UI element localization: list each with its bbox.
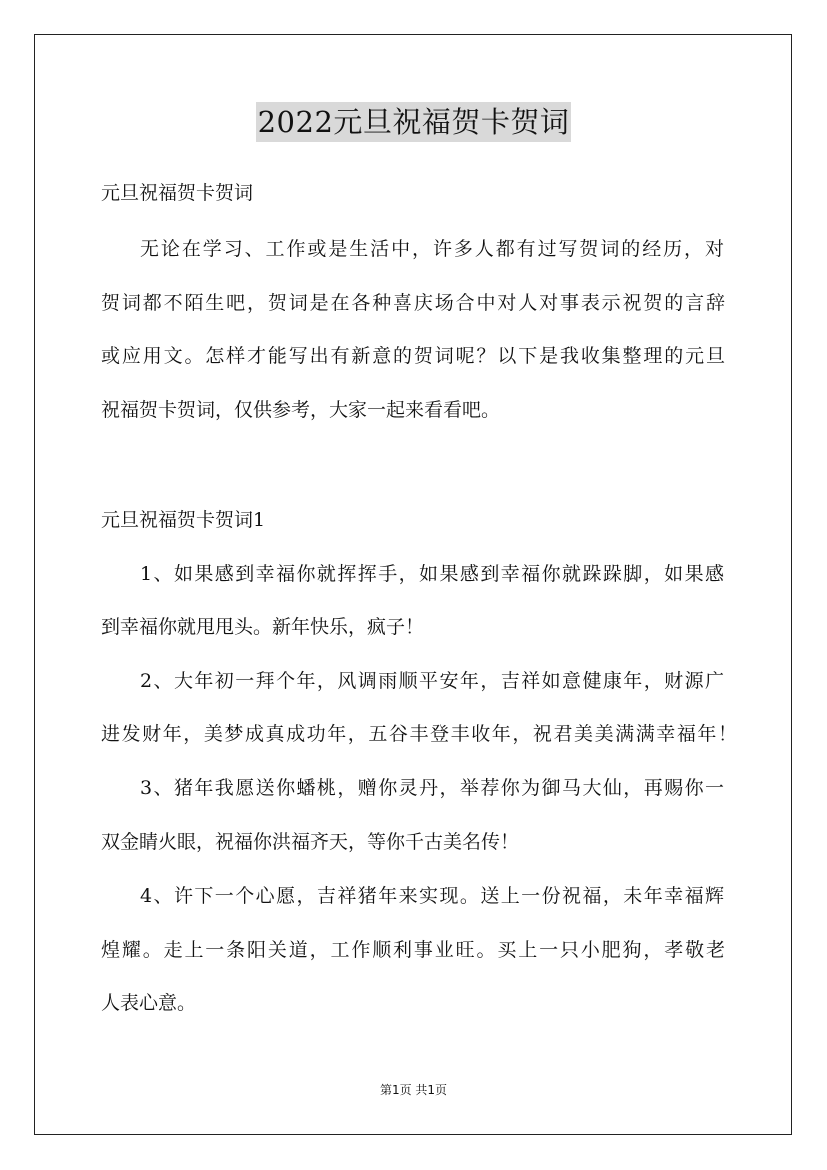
item-line: 进发财年，美梦成真成功年，五谷丰登丰收年，祝君美美满满幸福年！: [101, 723, 737, 745]
page-number: 第1页 共1页: [379, 1083, 448, 1097]
section-heading: 元旦祝福贺卡贺词1: [101, 509, 266, 531]
subheading: 元旦祝福贺卡贺词: [101, 182, 254, 204]
item-line: 2、大年初一拜个年，风调雨顺平安年，吉祥如意健康年，财源广: [140, 670, 724, 692]
intro-line: 无论在学习、工作或是生活中，许多人都有过写贺词的经历，对: [140, 238, 724, 260]
item-line: 4、许下一个心愿，吉祥猪年来实现。送上一份祝福，未年幸福辉: [140, 885, 724, 907]
item-line: 到幸福你就甩甩头。新年快乐，疯子！: [101, 616, 425, 638]
intro-line: 或应用文。怎样才能写出有新意的贺词呢？以下是我收集整理的元旦: [101, 345, 725, 367]
item-line: 煌耀。走上一条阳关道，工作顺利事业旺。买上一只小肥狗，孝敬老: [101, 939, 725, 961]
title-container: [0, 102, 827, 142]
item-line: 双金睛火眼，祝福你洪福齐天，等你千古美名传！: [101, 831, 520, 853]
intro-line: 贺词都不陌生吧，贺词是在各种喜庆场合中对人对事表示祝贺的言辞: [101, 292, 725, 314]
item-line: 人表心意。: [101, 992, 197, 1014]
item-line: 3、猪年我愿送你蟠桃，赠你灵丹，举荐你为御马大仙，再赐你一: [140, 777, 724, 799]
intro-line: 祝福贺卡贺词，仅供参考，大家一起来看看吧。: [101, 399, 501, 421]
item-line: 1、如果感到幸福你就挥挥手，如果感到幸福你就跺跺脚，如果感: [140, 563, 724, 585]
document-title: 2022元旦祝福贺卡贺词: [256, 102, 572, 142]
